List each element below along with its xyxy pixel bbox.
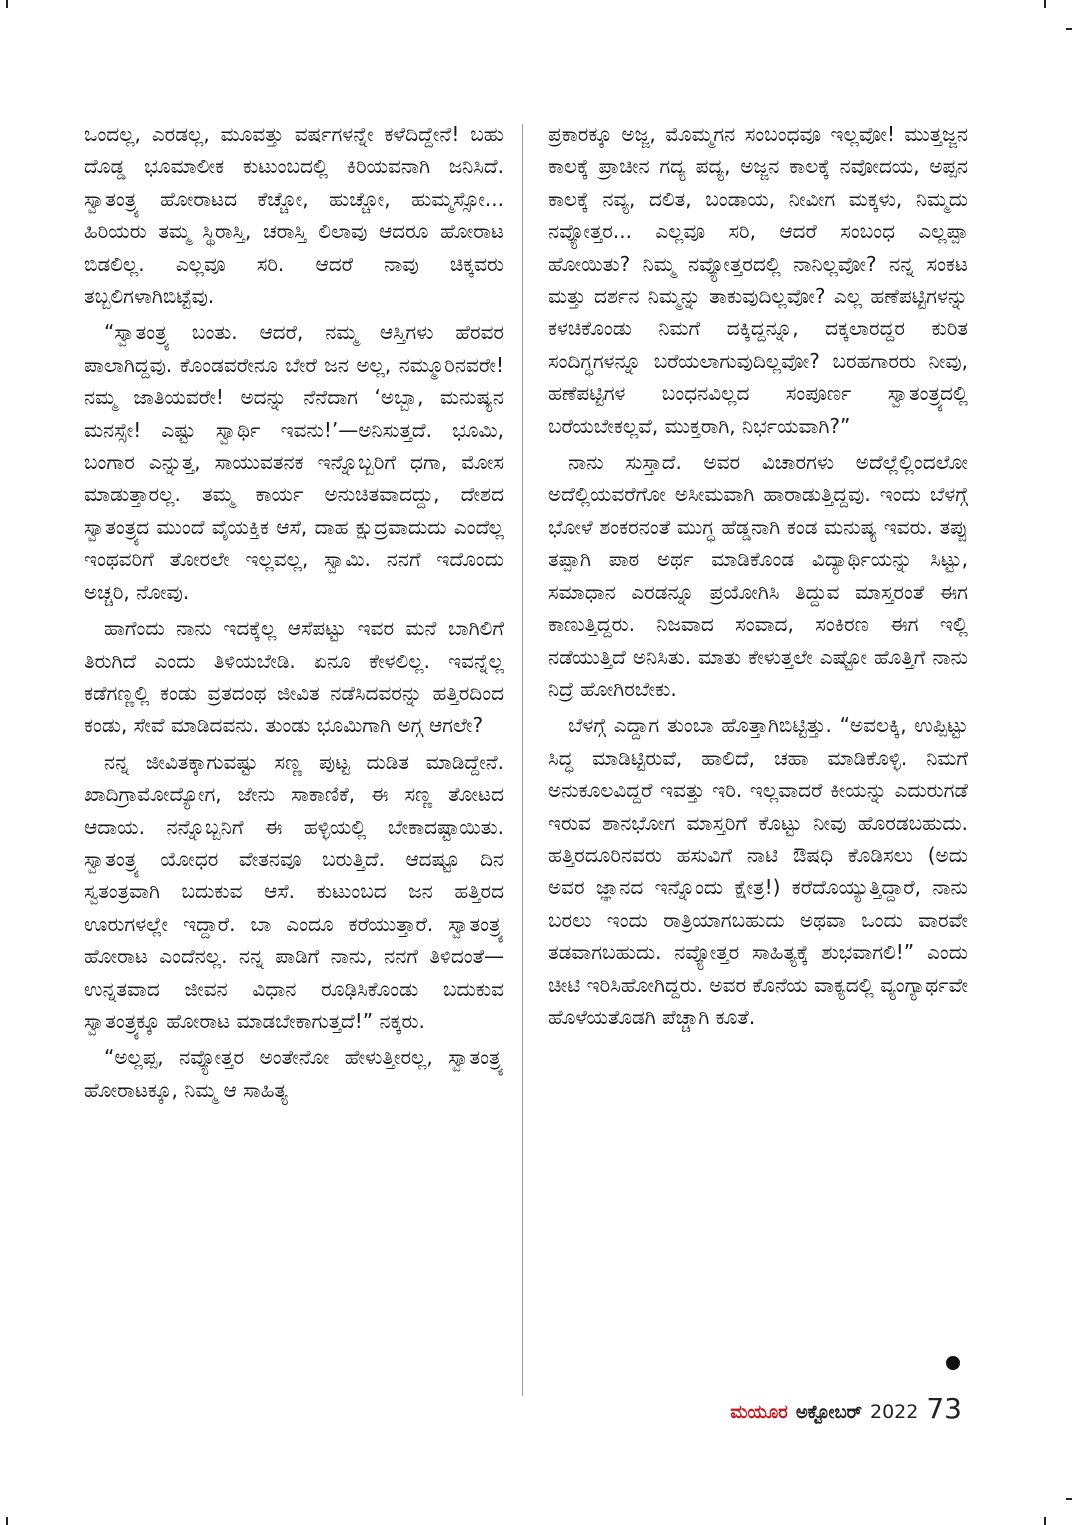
page-number: 73 <box>926 1392 962 1425</box>
page-footer <box>730 1392 962 1425</box>
crop-mark-top-left <box>6 0 8 8</box>
crop-mark-bottom-left <box>6 1517 8 1525</box>
paragraph: “ಸ್ವಾತಂತ್ರ್ಯ ಬಂತು. ಆದರೆ, ನಮ್ಮ ಆಸ್ತಿಗಳು ಹೆರವರ ಪಾಲಾಗಿದ್ದವು. ಕೊಂಡವರೇನೂ ಬೇರೆ ಜನ ಅಲ್ಲ, ನಮ್ಮೂರಿನವರೇ! ನಮ್ಮ ಜಾತಿಯವರೇ! ಅದನ್ನು ನೆನೆದಾಗ ‘ಅಬ್ಬಾ, ಮನುಷ್ಯನ ಮನಸ್ಸೇ! ಎಷ್ಟು ಸ್ವಾರ್ಥಿ ಇವನು!’—ಅನಿಸುತ್ತದೆ. ಭೂಮಿ, ಬಂಗಾರ ಎನ್ನುತ್ತ, ಸಾಯುವತನಕ ಇನ್ನೊಬ್ಬರಿಗೆ ಧಗಾ, ಮೋಸ ಮಾಡುತ್ತಾರಲ್ಲ. ತಮ್ಮ ಕಾರ್ಯ ಅನುಚಿತವಾದದ್ದು, ದೇಶದ ಸ್ವಾತಂತ್ರ್ಯದ ಮುಂದೆ ವೈಯಕ್ತಿಕ ಆಸೆ, ದಾಹ ಕ್ಷುದ್ರವಾದುದು ಎಂದೆಲ್ಲ ಇಂಥವರಿಗೆ ತೋರಲೇ ಇಲ್ಲವಲ್ಲ, ಸ್ವಾಮಿ. ನನಗೆ ಇದೊಂದು ಅಚ್ಚರಿ, ನೋವು. <box>84 320 504 604</box>
left-column <box>84 118 504 1388</box>
crop-mark-bottom-right <box>1044 1517 1046 1525</box>
paragraph: ನಾನು ಸುಸ್ತಾದೆ. ಅವರ ವಿಚಾರಗಳು ಅದೆಲ್ಲೆಲ್ಲಿಂದಲೋ ಅದೆಲ್ಲಿಯವರೆಗೋ ಅಸೀಮವಾಗಿ ಹಾರಾಡುತ್ತಿದ್ದವು. ಇಂದು ಬೆಳಗ್ಗೆ ಭೋಳೆ ಶಂಕರನಂತೆ ಮುಗ್ಧ ಹೆಡ್ಡನಾಗಿ ಕಂಡ ಮನುಷ್ಯ ಇವರು. ತಪ್ಪು ತಪ್ಪಾಗಿ ಪಾಠ ಅರ್ಥ ಮಾಡಿಕೊಂಡ ವಿದ್ಯಾರ್ಥಿಯನ್ನು ಸಿಟ್ಟು, ಸಮಾಧಾನ ಎರಡನ್ನೂ ಪ್ರಯೋಗಿಸಿ ತಿದ್ದುವ ಮಾಸ್ತರಂತೆ ಈಗ ಕಾಣುತ್ತಿದ್ದರು. ನಿಜವಾದ ಸಂವಾದ, ಸಂಕಿರಣ ಈಗ ಇಲ್ಲಿ ನಡೆಯುತ್ತಿದೆ ಅನಿಸಿತು. ಮಾತು ಕೇಳುತ್ತಲೇ ಎಷ್ಟೋ ಹೊತ್ತಿಗೆ ನಾನು ನಿದ್ರೆ ಹೋಗಿರಬೇಕು. <box>548 450 968 701</box>
crop-mark-right-bottom <box>1066 1498 1072 1500</box>
crop-mark-right-top <box>1066 28 1072 30</box>
issue-month: ಅಕ್ಟೋಬರ್ <box>795 1402 862 1423</box>
paragraph: ಬೆಳಗ್ಗೆ ಎದ್ದಾಗ ತುಂಬಾ ಹೊತ್ತಾಗಿಬಿಟ್ಟಿತ್ತು. “ಅವಲಕ್ಕಿ, ಉಪ್ಪಿಟ್ಟು ಸಿದ್ಧ ಮಾಡಿಟ್ಟಿರುವೆ, ಹಾಲಿದೆ, ಚಹಾ ಮಾಡಿಕೊಳ್ಳಿ. ನಿಮಗೆ ಅನುಕೂಲವಿದ್ದರೆ ಇವತ್ತು ಇರಿ. ಇಲ್ಲವಾದರೆ ಕೀಯನ್ನು ಎದುರುಗಡೆ ಇರುವ ಶಾನಭೋಗ ಮಾಸ್ತರಿಗೆ ಕೊಟ್ಟು ನೀವು ಹೊರಡಬಹುದು. ಹತ್ತಿರದೂರಿನವರು ಹಸುವಿಗೆ ನಾಟಿ ಔಷಧಿ ಕೊಡಿಸಲು (ಅದು ಅವರ ಜ್ಞಾನದ ಇನ್ನೊಂದು ಕ್ಷೇತ್ರ!) ಕರೆದೊಯ್ಯುತ್ತಿದ್ದಾರೆ, ನಾನು ಬರಲು ಇಂದು ರಾತ್ರಿಯಾಗಬಹುದು ಅಥವಾ ಒಂದು ವಾರವೇ ತಡವಾಗಬಹುದು. ನವ್ಯೋತ್ತರ ಸಾಹಿತ್ಯಕ್ಕೆ ಶುಭವಾಗಲಿ!” ಎಂದು ಚೀಟಿ ಇರಿಸಿಹೋಗಿದ್ದರು. ಅವರ ಕೊನೆಯ ವಾಕ್ಯದಲ್ಲಿ ವ್ಯಂಗ್ಯಾರ್ಥವೇ ಹೊಳೆಯತೊಡಗಿ ಪೆಚ್ಚಾಗಿ ಕೂತೆ. <box>548 713 968 1029</box>
crop-mark-top-right <box>1044 0 1046 8</box>
right-column <box>548 118 968 1388</box>
magazine-name: ಮಯೂರ <box>730 1402 788 1423</box>
paragraph: ಪ್ರಕಾರಕ್ಕೂ ಅಜ್ಜ, ಮೊಮ್ಮಗನ ಸಂಬಂಧವೂ ಇಲ್ಲವೋ! ಮುತ್ತಜ್ಜನ ಕಾಲಕ್ಕೆ ಪ್ರಾಚೀನ ಗದ್ಯ ಪದ್ಯ, ಅಜ್ಜನ ಕಾಲಕ್ಕೆ ನವೋದಯ, ಅಪ್ಪನ ಕಾಲಕ್ಕೆ ನವ್ಯ, ದಲಿತ, ಬಂಡಾಯ, ನೀವೀಗ ಮಕ್ಕಳು, ನಿಮ್ಮದು ನವ್ಯೋತ್ತರ... ಎಲ್ಲವೂ ಸರಿ, ಆದರೆ ಸಂಬಂಧ ಎಲ್ಲಪ್ಪಾ ಹೋಯಿತು? ನಿಮ್ಮ ನವ್ಯೋತ್ತರದಲ್ಲಿ ನಾನಿಲ್ಲವೋ? ನನ್ನ ಸಂಕಟ ಮತ್ತು ದರ್ಶನ ನಿಮ್ಮನ್ನು ತಾಕುವುದಿಲ್ಲವೋ? ಎಲ್ಲ ಹಣೆಪಟ್ಟಿಗಳನ್ನು ಕಳಚಿಕೊಂಡು ನಿಮಗೆ ದಕ್ಕಿದ್ದನ್ನೂ, ದಕ್ಕಲಾರದ್ದರ ಕುರಿತ ಸಂದಿಗ್ಧಗಳನ್ನೂ ಬರೆಯಲಾಗುವುದಿಲ್ಲವೋ? ಬರಹಗಾರರು ನೀವು, ಹಣೆಪಟ್ಟಿಗಳ ಬಂಧನವಿಲ್ಲದ ಸಂಪೂರ್ಣ ಸ್ವಾತಂತ್ರ್ಯದಲ್ಲಿ ಬರೆಯಬೇಕಲ್ಲವೆ, ಮುಕ್ತರಾಗಿ, ನಿರ್ಭಯವಾಗಿ?” <box>548 122 968 438</box>
paragraph: “ಅಲ್ಲಪ್ಪ, ನವ್ಯೋತ್ತರ ಅಂತೇನೋ ಹೇಳುತ್ತೀರಲ್ಲ, ಸ್ವಾತಂತ್ರ್ಯ ಹೋರಾಟಕ್ಕೂ, ನಿಮ್ಮ ಆ ಸಾಹಿತ್ಯ <box>84 1045 504 1102</box>
article-body <box>84 118 968 1388</box>
paragraph: ಹಾಗೆಂದು ನಾನು ಇದಕ್ಕೆಲ್ಲ ಆಸೆಪಟ್ಟು ಇವರ ಮನೆ ಬಾಗಿಲಿಗೆ ತಿರುಗಿದೆ ಎಂದು ತಿಳಿಯಬೇಡಿ. ಏನೂ ಕೇಳಲಿಲ್ಲ. ಇವನ್ನೆಲ್ಲ ಕಡೆಗಣ್ಣಲ್ಲಿ ಕಂಡು ವ್ರತದಂಥ ಜೀವಿತ ನಡೆಸಿದವರನ್ನು ಹತ್ತಿರದಿಂದ ಕಂಡು, ಸೇವೆ ಮಾಡಿದವನು. ತುಂಡು ಭೂಮಿಗಾಗಿ ಅಗ್ಗ ಆಗಲೇ? <box>84 616 504 738</box>
end-of-article-dot-icon <box>946 1356 960 1370</box>
issue-year: 2022 <box>870 1401 919 1423</box>
column-divider <box>522 124 523 1396</box>
paragraph: ಒಂದಲ್ಲ, ಎರಡಲ್ಲ, ಮೂವತ್ತು ವರ್ಷಗಳನ್ನೇ ಕಳೆದಿದ್ದೇನೆ! ಬಹು ದೊಡ್ಡ ಭೂಮಾಲೀಕ ಕುಟುಂಬದಲ್ಲಿ ಕಿರಿಯವನಾಗಿ ಜನಿಸಿದೆ. ಸ್ವಾತಂತ್ರ್ಯ ಹೋರಾಟದ ಕೆಚ್ಚೋ, ಹುಚ್ಚೋ, ಹುಮ್ಮಸ್ಸೋ... ಹಿರಿಯರು ತಮ್ಮ ಸ್ಥಿರಾಸ್ತಿ, ಚರಾಸ್ತಿ ಲಿಲಾವು ಆದರೂ ಹೋರಾಟ ಬಿಡಲಿಲ್ಲ. ಎಲ್ಲವೂ ಸರಿ. ಆದರೆ ನಾವು ಚಿಕ್ಕವರು ತಬ್ಬಲಿಗಳಾಗಿಬಿಟ್ಟೆವು. <box>84 122 504 309</box>
paragraph: ನನ್ನ ಜೀವಿತಕ್ಕಾಗುವಷ್ಟು ಸಣ್ಣ ಪುಟ್ಟ ದುಡಿತ ಮಾಡಿದ್ದೇನೆ. ಖಾದಿಗ್ರಾಮೋದ್ಯೋಗ, ಜೇನು ಸಾಕಾಣಿಕೆ, ಈ ಸಣ್ಣ ತೋಟದ ಆದಾಯ. ನನ್ನೊಬ್ಬನಿಗೆ ಈ ಹಳ್ಳಿಯಲ್ಲಿ ಬೇಕಾದಷ್ಟಾಯಿತು. ಸ್ವಾತಂತ್ರ್ಯ ಯೋಧರ ವೇತನವೂ ಬರುತ್ತಿದೆ. ಆದಷ್ಟೂ ದಿನ ಸ್ವತಂತ್ರವಾಗಿ ಬದುಕುವ ಆಸೆ. ಕುಟುಂಬದ ಜನ ಹತ್ತಿರದ ಊರುಗಳಲ್ಲೇ ಇದ್ದಾರೆ. ಬಾ ಎಂದೂ ಕರೆಯುತ್ತಾರೆ. ಸ್ವಾತಂತ್ರ್ಯ ಹೋರಾಟ ಎಂದೆನಲ್ಲ. ನನ್ನ ಪಾಡಿಗೆ ನಾನು, ನನಗೆ ತಿಳಿದಂತೆ—ಉನ್ನತವಾದ ಜೀವನ ವಿಧಾನ ರೂಢಿಸಿಕೊಂಡು ಬದುಕುವ ಸ್ವಾತಂತ್ರ್ಯಕ್ಕೂ ಹೋರಾಟ ಮಾಡಬೇಕಾಗುತ್ತದೆ!” ನಕ್ಕರು. <box>84 749 504 1033</box>
